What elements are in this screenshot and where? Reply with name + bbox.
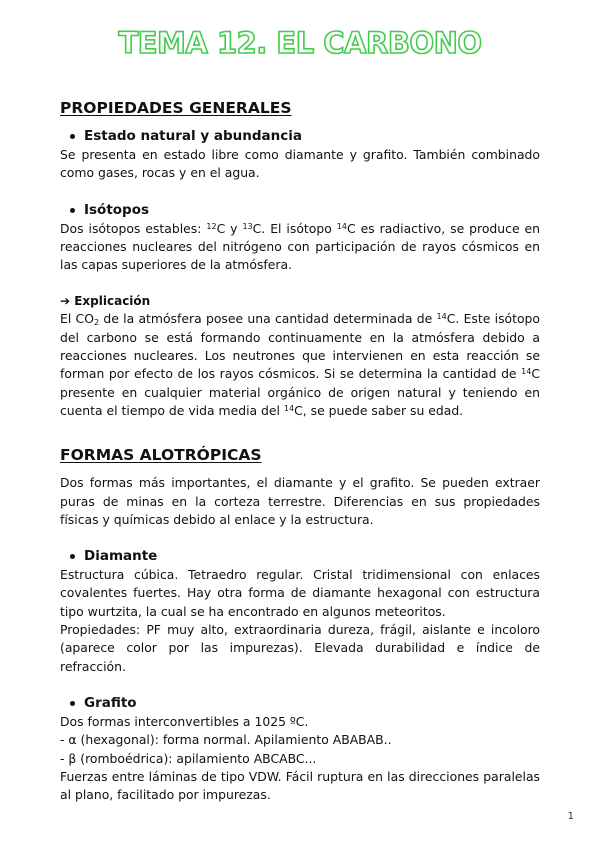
section-heading-formas-alotropicas: FORMAS ALOTRÓPICAS (60, 446, 262, 465)
text-run: C. El isótopo (252, 220, 337, 236)
superscript: 14 (283, 403, 295, 413)
paragraph-diamante-estructura: Estructura cúbica. Tetraedro regular. Cristal tridimensional con enlaces covalentes fuertes. Hay otra forma de diamante hexagonal con estructura tipo wurtzita, la cual se ha encontrado en algunos meteoritos. (60, 567, 540, 619)
text-run: C es radiactivo, se produce en reacciones nucleares del nitrógeno con participación de rayos cósmicos en las capas superiores de la atmósfera. (60, 220, 541, 273)
grafito-line-3: - β (romboédrica): apilamiento ABCABC... (60, 750, 317, 766)
bullet-icon (70, 701, 75, 706)
page-title: TEMA 12. EL CARBONO (118, 26, 482, 60)
superscript: 14 (521, 367, 532, 377)
subscript: 2 (93, 318, 100, 328)
subheading-diamante (60, 547, 540, 566)
bullet-icon (70, 134, 75, 139)
paragraph-formas-intro: Dos formas más importantes, el diamante y el grafito. Se pueden extraer puras de minas en la corteza terrestre. Diferencias en sus propiedades físicas y químicas debido al enlace y la estructura. (60, 475, 540, 527)
subheading-grafito-label: Grafito (84, 694, 137, 711)
subheading-estado-natural-label: Estado natural y abundancia (84, 128, 302, 144)
text-run: Dos isótopos estables: (60, 220, 207, 236)
subheading-grafito (60, 694, 540, 713)
paragraph-explicacion (60, 310, 540, 420)
grafito-line-1: Dos formas interconvertibles a 1025 ºC. (60, 713, 309, 729)
document-body (60, 98, 540, 804)
grafito-line-2: - α (hexagonal): forma normal. Apilamiento ABABAB.. (60, 732, 392, 748)
subheading-explicacion: ➔ Explicación (60, 294, 151, 309)
superscript: 12 (206, 221, 217, 231)
text-run: C presente en cualquier material orgánico de origen natural y teniendo en cuenta el tiempo de vida media del (60, 366, 540, 418)
subheading-isotopos (60, 201, 540, 220)
page-number: 1 (567, 811, 574, 822)
text-run: de la atmósfera posee una cantidad determinada de (99, 311, 437, 327)
paragraph-estado-natural: Se presenta en estado libre como diamante y grafito. También combinado como gases, rocas y en el agua. (60, 147, 540, 181)
grafito-line-4: Fuerzas entre láminas de tipo VDW. Fácil ruptura en las direcciones paralelas al plano, facilitado por impurezas. (60, 768, 540, 803)
bullet-icon (70, 554, 75, 559)
subheading-diamante-label: Diamante (84, 548, 158, 565)
superscript: 14 (336, 221, 347, 231)
text-run: El CO (60, 311, 94, 327)
bullet-icon (70, 208, 75, 213)
text-run: C. Este isótopo del carbono se está formando continuamente en la atmósfera debido a reacciones nucleares. Los neutrones que intervienen en esta reacción se forman por efecto de los rayos cósmicos. Si se determina la cantidad de (60, 311, 540, 382)
subheading-estado-natural (60, 127, 540, 146)
superscript: 14 (436, 312, 447, 322)
section-heading-propiedades: PROPIEDADES GENERALES (60, 99, 292, 117)
subheading-isotopos-label: Isótopos (84, 201, 150, 218)
paragraph-isotopos (60, 220, 540, 275)
text-run: C, se puede saber su edad. (294, 402, 464, 418)
superscript: 13 (242, 221, 253, 231)
paragraph-diamante-propiedades: Propiedades: PF muy alto, extraordinaria dureza, frágil, aislante e incoloro (aparece color por las impurezas). Elevada durabilidad e índice de refracción. (60, 622, 540, 674)
text-run: C y (216, 220, 243, 236)
